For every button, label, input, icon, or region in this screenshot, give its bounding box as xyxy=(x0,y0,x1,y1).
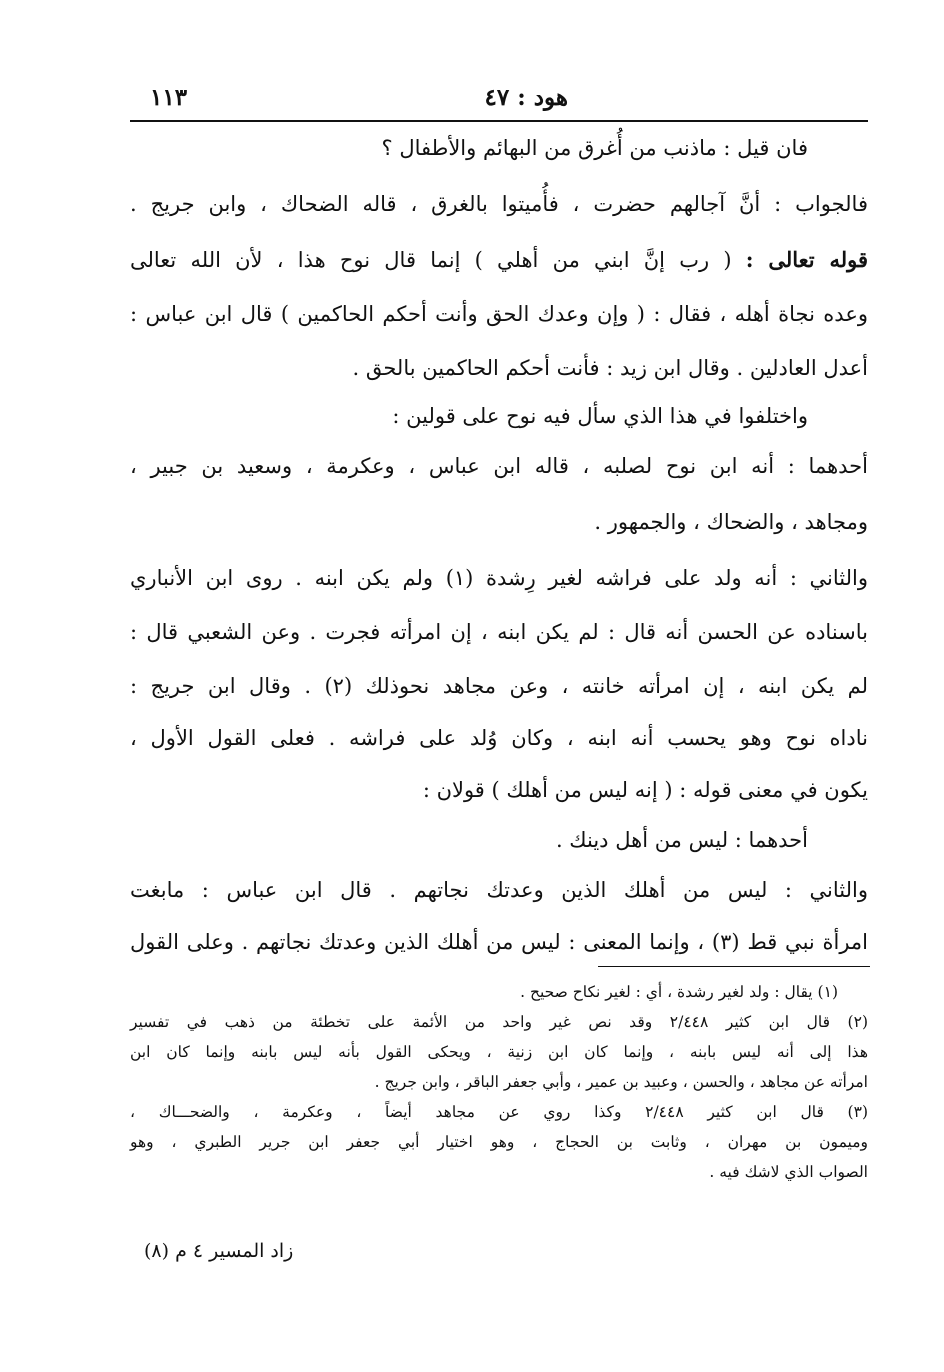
running-header xyxy=(130,84,868,120)
page-number: ١١٣ xyxy=(150,84,188,111)
footnote-rule xyxy=(598,966,870,967)
text-line: لم يكن ابنه ، إن امرأته خانته ، وعن مجاهد نحوذلك (٢) . وقال ابن جريج : xyxy=(130,674,869,698)
text-line: وعده نجاة أهله ، فقال : ( وإن وعدك الحق وأنت أحكم الحاكمين ) قال ابن عباس : xyxy=(130,302,868,326)
header-rule xyxy=(130,120,868,122)
text-line xyxy=(130,244,868,276)
text-line: أحدهما : ليس من أهل دينك . xyxy=(555,828,808,852)
footnote-line: (٢) قال ابن كثير ٢/٤٤٨ وقد نص غير واحد من الأئمة على تخطئة من ذهب في تفسير xyxy=(130,1013,868,1031)
footnote-line: امرأته عن مجاهد ، والحسن ، وعبيد بن عمير ، وأبي جعفر الباقر ، وابن جريج . xyxy=(374,1073,868,1091)
footnote-line: هذا إلى أنه ليس بابنه ، وإنما كان ابن زنية ، ويحكى القول بأنه ليس بابنه وإنما كان ابن xyxy=(130,1043,868,1061)
verse-line-text: ( رب إنَّ ابني من أهلي ) إنما قال نوح هذا ، لأن الله تعالى xyxy=(130,248,732,272)
text-line: ومجاهد ، والضحاك ، والجمهور . xyxy=(594,510,868,534)
text-line: أعدل العادلين . وقال ابن زيد : فأنت أحكم الحاكمين بالحق . xyxy=(352,356,868,380)
footnote-line: الصواب الذي لاشك فيه . xyxy=(709,1163,868,1181)
text-line: باسناده عن الحسن أنه قال : لم يكن ابنه ، إن امرأته فجرت . وعن الشعبي قال : xyxy=(130,620,868,644)
text-line: ناداه نوح وهو يحسب أنه ابنه ، وكان وُلد على فراشه . فعلى القول الأول ، xyxy=(130,726,868,750)
text-line: والثاني : ليس من أهلك الذين وعدتك نجاتهم . قال ابن عباس : مابغت xyxy=(130,878,868,902)
signature-mark: زاد المسير ٤ م (٨) xyxy=(144,1240,294,1262)
sura-reference: هود : ٤٧ xyxy=(484,84,568,111)
footnote-line: (٣) قال ابن كثير ٢/٤٤٨ وكذا روي عن مجاهد أيضاً ، وعكرمة ، والضحـــاك ، xyxy=(130,1103,868,1121)
verse-label: قوله تعالى : xyxy=(745,247,868,272)
text-line: أحدهما : أنه ابن نوح لصلبه ، قاله ابن عباس ، وعكرمة ، وسعيد بن جبير ، xyxy=(130,454,868,478)
text-line: فالجواب : أنَّ آجالهم حضرت ، فأُميتوا بالغرق ، قاله الضحاك ، وابن جريج . xyxy=(130,192,868,216)
text-line: يكون في معنى قوله : ( إنه ليس من أهلك ) قولان : xyxy=(422,778,868,802)
footnote-line: وميمون بن مهران ، وثابت بن الحجاج ، وهو اختيار أبي جعفر ابن جرير الطبري ، وهو xyxy=(130,1133,868,1151)
text-line: واختلفوا في هذا الذي سأل فيه نوح على قولين : xyxy=(392,404,808,428)
text-line: فان قيل : ماذنب من أُغرق من البهائم والأطفال ؟ xyxy=(381,136,808,160)
footnote-line: (١) يقال : ولد لغير رشدة ، أي : لغير نكاح صحيح . xyxy=(520,983,838,1001)
text-line: والثاني : أنه ولد على فراشه لغير رِشدة (١) ولم يكن ابنه . روى ابن الأنباري xyxy=(130,566,868,590)
text-line: امرأة نبي قط (٣) ، وإنما المعنى : ليس من أهلك الذين وعدتك نجاتهم . وعلى القول xyxy=(130,930,868,954)
